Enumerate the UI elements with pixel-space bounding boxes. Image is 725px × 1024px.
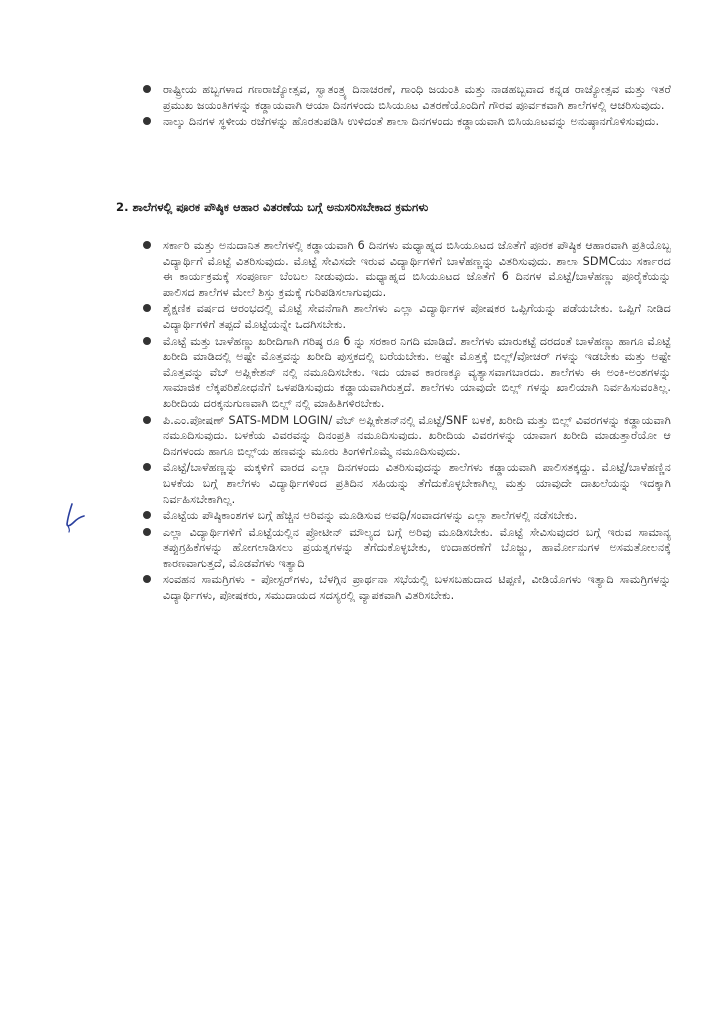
bullet-icon	[143, 85, 151, 93]
bullet-icon	[143, 304, 151, 312]
bullet-icon	[143, 528, 151, 536]
bullet-icon	[143, 241, 151, 249]
list-item	[143, 508, 671, 524]
bullet-icon	[143, 463, 151, 471]
section-heading: 2. ಶಾಲೆಗಳಲ್ಲಿ ಪೂರಕ ಪೌಷ್ಠಿಕ ಆಹಾರ ವಿತರಣೆಯ ಬಗ್ಗೆ ಅನುಸರಿಸಬೇಕಾದ ಕ್ರಮಗಳು	[116, 200, 429, 214]
bullet-icon	[143, 337, 151, 345]
intro-list	[143, 82, 671, 131]
bullet-icon	[143, 511, 151, 519]
list-item-text: ಶೈಕ್ಷಣಿಕ ವರ್ಷದ ಆರಂಭದಲ್ಲಿ ಮೊಟ್ಟೆ ಸೇವನೆಗಾಗಿ ಶಾಲೆಗಳು ಎಲ್ಲಾ ವಿದ್ಯಾರ್ಥಿಗಳ ಪೋಷಕರ ಒಪ್ಪಿಗೆಯನ್ನು ಪಡೆಯಬೇಕು. ಒಪ್ಪಿಗೆ ನೀಡಿದ ವಿದ್ಯಾರ್ಥಿಗಳಿಗೆ ತಪ್ಪದೆ ಮೊಟ್ಟೆಯನ್ನೇ ಒದಗಿಸಬೇಕು.	[163, 302, 671, 331]
bullet-icon	[143, 575, 151, 583]
section-list	[143, 238, 671, 605]
list-item	[143, 301, 671, 332]
list-item-text: ರಾಷ್ಟ್ರೀಯ ಹಬ್ಬಗಳಾದ ಗಣರಾಜ್ಯೋತ್ಸವ, ಸ್ವಾತಂತ್ರ್ಯ ದಿನಾಚರಣೆ, ಗಾಂಧಿ ಜಯಂತಿ ಮತ್ತು ನಾಡಹಬ್ಬವಾದ ಕನ್ನಡ ರಾಜ್ಯೋತ್ಸವ ಮತ್ತು ಇತರೆ ಪ್ರಮುಖ ಜಯಂತಿಗಳನ್ನು ಕಡ್ಡಾಯವಾಗಿ ಆಯಾ ದಿನಗಳಂದು ಬಿಸಿಯೂಟ ವಿತರಣೆಯೊಂದಿಗೆ ಗೌರವ ಪೂರ್ವಕವಾಗಿ ಶಾಲೆಗಳಲ್ಲಿ ಆಚರಿಸುವುದು.	[163, 83, 671, 112]
list-item-text: ಪಿ.ಎಂ.ಪೋಷಣ್ SATS-MDM LOGIN/ ವೆಬ್ ಅಪ್ಲಿಕೇಶನ್‌ನಲ್ಲಿ ಮೊಟ್ಟೆ/SNF ಬಳಕೆ, ಖರೀದಿ ಮತ್ತು ಬಿಲ್ಲ್ ವಿವರಗಳನ್ನು ಕಡ್ಡಾಯವಾಗಿ ನಮೂದಿಸುವುದು. ಬಳಕೆಯ ವಿವರವನ್ನು ದಿನಂಪ್ರತಿ ನಮೂದಿಸುವುದು. ಖರೀದಿಯ ವಿವರಗಳನ್ನು ಯಾವಾಗ ಖರೀದಿ ಮಾಡುತ್ತಾರೆಯೋ ಆ ದಿನಗಳಂದು ಹಾಗೂ ಬಿಲ್ಲ್‌ಯ ಹಣವನ್ನು ಮೂರು ತಿಂಗಳಿಗೊಮ್ಮೆ ನಮೂದಿಸುವುದು.	[163, 413, 671, 458]
list-item	[143, 114, 671, 130]
list-item	[143, 525, 671, 572]
list-item	[143, 238, 671, 300]
list-item-text: ನಾಲ್ಕು ದಿನಗಳ ಸ್ಥಳೀಯ ರಜೆಗಳನ್ನು ಹೊರತುಪಡಿಸಿ ಉಳಿದಂತೆ ಶಾಲಾ ದಿನಗಳಂದು ಕಡ್ಡಾಯವಾಗಿ ಬಿಸಿಯೂಟವನ್ನು ಅನುಷ್ಠಾನಗೊಳಿಸುವುದು.	[163, 115, 660, 129]
list-item-text: ಸರ್ಕಾರಿ ಮತ್ತು ಅನುದಾನಿತ ಶಾಲೆಗಳಲ್ಲಿ ಕಡ್ಡಾಯವಾಗಿ 6 ದಿನಗಳು ಮಧ್ಯಾಹ್ನದ ಬಿಸಿಯೂಟದ ಜೊತೆಗೆ ಪೂರಕ ಪೌಷ್ಠಿಕ ಆಹಾರವಾಗಿ ಪ್ರತಿಯೊಬ್ಬ ವಿದ್ಯಾರ್ಥಿಗೆ ಮೊಟ್ಟೆ ವಿತರಿಸುವುದು. ಮೊಟ್ಟೆ ಸೇವಿಸದೇ ಇರುವ ವಿದ್ಯಾರ್ಥಿಗಳಿಗೆ ಬಾಳೆಹಣ್ಣನ್ನು ವಿತರಿಸುವುದು. ಶಾಲಾ SDMCಯು ಸರ್ಕಾರದ ಈ ಕಾರ್ಯಕ್ರಮಕ್ಕೆ ಸಂಪೂರ್ಣ ಬೆಂಬಲ ನೀಡುವುದು. ಮಧ್ಯಾಹ್ನದ ಬಿಸಿಯೂಟದ ಜೊತೆಗೆ 6 ದಿನಗಳ ಮೊಟ್ಟೆ/ಬಾಳೆಹಣ್ಣು ಪೂರೈಕೆಯನ್ನು ಪಾಲಿಸದ ಶಾಲೆಗಳ ಮೇಲೆ ಶಿಸ್ತು ಕ್ರಮಕ್ಕೆ ಗುರಿಪಡಿಸಲಾಗುವುದು.	[163, 239, 671, 299]
list-item	[143, 572, 671, 603]
handwritten-pen-mark-icon	[58, 500, 92, 534]
list-item-text: ಮೊಟ್ಟೆ ಮತ್ತು ಬಾಳೆಹಣ್ಣು ಖರೀದಿಗಾಗಿ ಗರಿಷ್ಠ ರೂ 6 ನ್ನು ಸರಕಾರ ನಿಗದಿ ಮಾಡಿದೆ. ಶಾಲೆಗಳು ಮಾರುಕಟ್ಟೆ ದರದಂತೆ ಬಾಳೆಹಣ್ಣು ಹಾಗೂ ಮೊಟ್ಟೆ ಖರೀದಿ ಮಾಡಿದಲ್ಲಿ ಅಷ್ಟೇ ಮೊತ್ತವನ್ನು ಖರೀದಿ ಪುಸ್ತಕದಲ್ಲಿ ಬರೆಯಬೇಕು. ಅಷ್ಟೇ ಮೊತ್ತಕ್ಕೆ ಬಿಲ್ಲ್/ವೋಚರ್ ಗಳನ್ನು ಇಡಬೇಕು ಮತ್ತು ಅಷ್ಟೇ ಮೊತ್ತವನ್ನು ವೆಬ್ ಅಪ್ಲಿಕೇಶನ್ ನಲ್ಲಿ ನಮೂದಿಸಬೇಕು. ಇದು ಯಾವ ಕಾರಣಕ್ಕೂ ವ್ಯತ್ಯಾಸವಾಗಬಾರದು. ಶಾಲೆಗಳು ಈ ಅಂಕಿ-ಅಂಶಗಳನ್ನು ಸಾಮಾಜಿಕ ಲೆಕ್ಕಪರಿಶೋಧನೆಗೆ ಒಳಪಡಿಸುವುದು ಕಡ್ಡಾಯವಾಗಿರುತ್ತದೆ. ಶಾಲೆಗಳು ಯಾವುದೇ ಬಿಲ್ಲ್ ಗಳನ್ನು ಖಾಲಿಯಾಗಿ ನಿರ್ವಹಿಸುವಂತಿಲ್ಲ. ಖರೀದಿಯ ದರಕ್ಕನುಗುಣವಾಗಿ ಬಿಲ್ಲ್ ನಲ್ಲಿ ಮಾಹಿತಿಗಳಿರಬೇಕು.	[163, 334, 671, 410]
bullet-icon	[143, 117, 151, 125]
list-item-text: ಸಂವಹನ ಸಾಮಗ್ರಿಗಳು - ಪೋಸ್ಟರ್‌ಗಳು, ಬೆಳಗ್ಗಿನ ಪ್ರಾರ್ಥನಾ ಸಭೆಯಲ್ಲಿ ಬಳಸಬಹುದಾದ ಟಿಪ್ಪಣಿ, ವೀಡಿಯೊಗಳು ಇತ್ಯಾದಿ ಸಾಮಗ್ರಿಗಳನ್ನು ವಿದ್ಯಾರ್ಥಿಗಳು, ಪೋಷಕರು, ಸಮುದಾಯದ ಸದಸ್ಯರಲ್ಲಿ ವ್ಯಾಪಕವಾಗಿ ವಿತರಿಸಬೇಕು.	[163, 573, 671, 603]
bullet-icon	[143, 416, 151, 424]
list-item	[143, 413, 671, 460]
list-item	[143, 334, 671, 412]
list-item-text: ಎಲ್ಲಾ ವಿದ್ಯಾರ್ಥಿಗಳಿಗೆ ಮೊಟ್ಟೆಯಲ್ಲಿನ ಪ್ರೋಟೀನ್ ಮೌಲ್ಯದ ಬಗ್ಗೆ ಅರಿವು ಮೂಡಿಸಬೇಕು. ಮೊಟ್ಟೆ ಸೇವಿಸುವುದರ ಬಗ್ಗೆ ಇರುವ ಸಾಮಾನ್ಯ ತಪ್ಪುಗ್ರಹಿಕೆಗಳನ್ನು ಹೋಗಲಾಡಿಸಲು ಪ್ರಯತ್ನಗಳನ್ನು ತೆಗೆದುಕೊಳ್ಳಬೇಕು, ಉದಾಹರಣೆಗೆ ಬೊಜ್ಜು, ಹಾರ್ಮೋನುಗಳ ಅಸಮತೋಲನಕ್ಕೆ ಕಾರಣವಾಗುತ್ತದೆ, ಮೊಡವೆಗಳು ಇತ್ಯಾದಿ	[163, 525, 671, 570]
list-item-text: ಮೊಟ್ಟೆಯ ಪೌಷ್ಠಿಕಾಂಶಗಳ ಬಗ್ಗೆ ಹೆಚ್ಚಿನ ಅರಿವನ್ನು ಮೂಡಿಸುವ ಅವಧಿ/ಸಂವಾದಗಳನ್ನು ಎಲ್ಲಾ ಶಾಲೆಗಳಲ್ಲಿ ನಡೆಸಬೇಕು.	[163, 509, 578, 523]
list-item-text: ಮೊಟ್ಟೆ/ಬಾಳೆಹಣ್ಣನ್ನು ಮಕ್ಕಳಿಗೆ ವಾರದ ಎಲ್ಲಾ ದಿನಗಳಂದು ವಿತರಿಸುವುದನ್ನು ಶಾಲೆಗಳು ಕಡ್ಡಾಯವಾಗಿ ಪಾಲಿಸತಕ್ಕದ್ದು. ಮೊಟ್ಟೆ/ಬಾಳೆಹಣ್ಣಿನ ಬಳಕೆಯ ಬಗ್ಗೆ ಶಾಲೆಗಳು ವಿದ್ಯಾರ್ಥಿಗಳಿಂದ ಪ್ರತಿದಿನ ಸಹಿಯನ್ನು ತೆಗೆದುಕೊಳ್ಳಬೇಕಾಗಿಲ್ಲ ಮತ್ತು ಯಾವುದೇ ದಾಖಲೆಯನ್ನು ಇದಕ್ಕಾಗಿ ನಿರ್ವಹಿಸಬೇಕಾಗಿಲ್ಲ.	[163, 461, 671, 506]
list-item	[143, 82, 671, 113]
list-item	[143, 460, 671, 507]
